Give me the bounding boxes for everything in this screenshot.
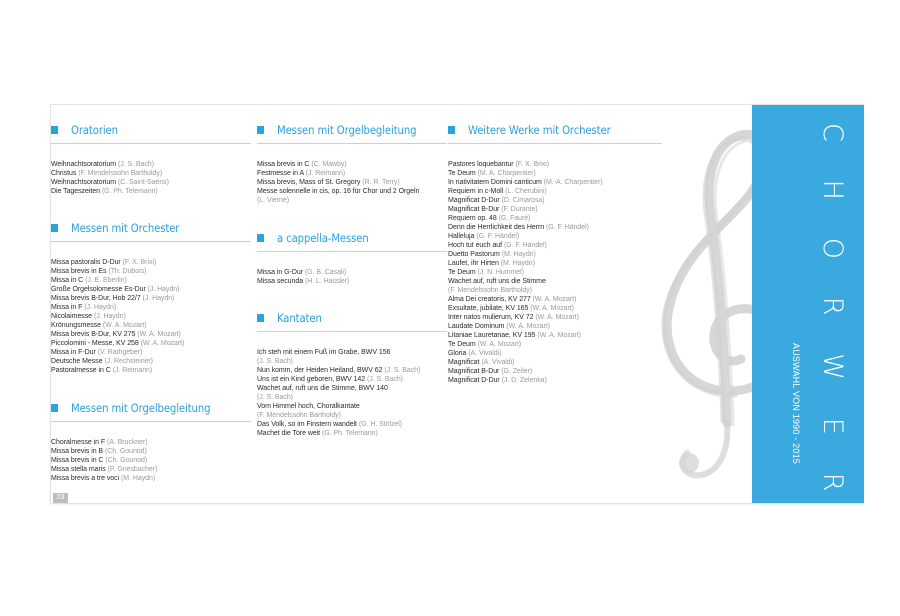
- work-title: Missa brevis in B: [51, 448, 104, 455]
- composer-name: (G. B. Casali): [304, 269, 347, 276]
- work-item: [448, 223, 662, 232]
- work-list: [257, 268, 447, 286]
- work-title: Nun komm, der Heiden Heiland, BWV 62: [257, 367, 383, 374]
- work-title: Deutsche Messe: [51, 358, 103, 365]
- work-title: Missa secunda: [257, 278, 304, 285]
- composer-name: (W. A. Mozart): [506, 323, 550, 330]
- composer-name: (J. S. Bach): [366, 376, 403, 383]
- composer-name: (J. N. Hummel): [477, 269, 524, 276]
- work-title: Missa in F-Dur: [51, 349, 96, 356]
- section-heading: [257, 123, 447, 139]
- composer-name: (M. Haydn): [121, 475, 156, 482]
- work-item: [51, 465, 251, 474]
- composer-name: (A. Vivaldi): [481, 359, 515, 366]
- composer-name: (Ch. Gounod): [104, 448, 147, 455]
- composer-name: (C. Saint-Saëns): [117, 179, 169, 186]
- composer-name: (F. Mendelssohn Bartholdy): [257, 412, 341, 419]
- work-title: Die Tageszeiten: [51, 188, 100, 195]
- work-item: [448, 295, 662, 304]
- work-title: Missa brevis B-Dur, KV 275: [51, 331, 136, 338]
- composer-name: (R. R. Terry): [362, 179, 400, 186]
- work-title: Missa in C: [51, 277, 84, 284]
- work-title: Festmesse in A: [257, 170, 304, 177]
- work-item: [257, 411, 447, 420]
- work-item: [448, 268, 662, 277]
- work-item: [448, 367, 662, 376]
- work-item: [257, 196, 447, 205]
- work-title: Duetto Pastorum: [448, 251, 500, 258]
- title-sidebar: [752, 105, 864, 616]
- composer-name: (G. F. Händel): [546, 224, 589, 231]
- section-messen-orgel: [51, 401, 251, 483]
- composer-name: (M. Haydn): [501, 251, 536, 258]
- composer-name: (L. Cherubini): [505, 188, 547, 195]
- section-messen-orgel-2: [257, 123, 447, 205]
- composer-name: (F. Durante): [501, 206, 538, 213]
- work-title: Litaniae Lauretanae, KV 195: [448, 332, 536, 339]
- section-heading: [448, 123, 662, 139]
- work-list: [51, 438, 251, 483]
- work-title: Das Volk, so im Finstern wandelt: [257, 421, 357, 428]
- work-item: [257, 384, 447, 393]
- work-item: [257, 393, 447, 402]
- composer-name: (W. A. Mozart): [102, 322, 147, 329]
- work-item: [448, 205, 662, 214]
- work-item: [51, 267, 251, 276]
- sidebar-title: C H O R W E R K E: [817, 123, 848, 616]
- section-heading: [51, 123, 251, 139]
- work-title: Te Deum: [448, 269, 476, 276]
- work-item: [51, 357, 251, 366]
- work-item: [51, 160, 251, 169]
- work-title: Ich steh mit einem Fuß im Grabe, BWV 156: [257, 349, 391, 356]
- work-item: [51, 321, 251, 330]
- heading-text: Messen mit Orchester: [71, 222, 180, 235]
- work-title: Missa brevis in C: [257, 161, 310, 168]
- composer-name: (G. Ph. Telemann): [101, 188, 158, 195]
- work-item: [257, 357, 447, 366]
- composer-name: (W. A. Mozart): [137, 331, 181, 338]
- work-title: Te Deum: [448, 341, 476, 348]
- composer-name: (J. Haydn): [84, 304, 117, 311]
- square-bullet-icon: [51, 404, 58, 412]
- work-item: [448, 331, 662, 340]
- sidebar-subtitle: AUSWAHL VON 1990 - 2015: [791, 343, 801, 464]
- work-title: Große Orgelsolomesse Es-Dur: [51, 286, 146, 293]
- composer-name: (A. Bruckner): [106, 439, 148, 446]
- composer-name: (Th. Dubois): [108, 268, 147, 275]
- work-item: [448, 349, 662, 358]
- work-title: Missa brevis B-Dur, Hob 22/7: [51, 295, 141, 302]
- work-item: [448, 322, 662, 331]
- composer-name: (W. A. Mozart): [532, 296, 577, 303]
- composer-name: (J. Haydn): [93, 313, 126, 320]
- work-title: Christus: [51, 170, 77, 177]
- work-item: [257, 169, 447, 178]
- composer-name: (J. D. Zelenka): [501, 377, 547, 384]
- heading-text: a cappella-Messen: [277, 232, 369, 245]
- section-heading: [257, 231, 447, 247]
- page-number: 23: [53, 493, 68, 503]
- work-title: Inter natos mulierum, KV 72: [448, 314, 534, 321]
- composer-name: (G. H. Stölzel): [358, 421, 403, 428]
- composer-name: (P. Griesbacher): [107, 466, 158, 473]
- work-item: [257, 187, 447, 196]
- work-item: [448, 304, 662, 313]
- work-item: [51, 456, 251, 465]
- section-weitere-werke: [448, 123, 662, 385]
- work-item: [257, 277, 447, 286]
- composer-name: (J. S. Bach): [257, 358, 293, 365]
- work-item: [51, 330, 251, 339]
- work-item: [448, 178, 662, 187]
- composer-name: (G. Fauré): [498, 215, 531, 222]
- work-title: Magnificat B-Dur: [448, 206, 500, 213]
- work-item: [257, 348, 447, 357]
- work-title: Vom Himmel hoch, Choralkantate: [257, 403, 360, 410]
- divider: [257, 331, 447, 332]
- work-title: Uns ist ein Kind geboren, BWV 142: [257, 376, 366, 383]
- composer-name: (J. S. Bach): [257, 394, 293, 401]
- composer-name: (W. A. Mozart): [535, 314, 579, 321]
- work-title: Missa brevis a tre voci: [51, 475, 120, 482]
- work-item: [51, 474, 251, 483]
- composer-name: (J. S. Bach): [384, 367, 421, 374]
- composer-name: (J. Rechsteiner): [104, 358, 153, 365]
- work-item: [51, 312, 251, 321]
- work-title: Magnificat D-Dur: [448, 377, 500, 384]
- composer-name: (D. Cimarosa): [501, 197, 545, 204]
- work-item: [257, 375, 447, 384]
- square-bullet-icon: [448, 126, 455, 134]
- section-heading: [257, 311, 447, 327]
- square-bullet-icon: [257, 234, 264, 242]
- heading-text: Oratorien: [71, 124, 118, 137]
- work-item: [51, 169, 251, 178]
- heading-text: Kantaten: [277, 312, 322, 325]
- work-title: Missa brevis, Mass of St. Gregory: [257, 179, 361, 186]
- work-title: Missa brevis in C: [51, 457, 104, 464]
- work-title: Pastoralmesse in C: [51, 367, 111, 374]
- work-list: [257, 160, 447, 205]
- work-item: [257, 160, 447, 169]
- work-title: Missa brevis in Es: [51, 268, 107, 275]
- work-title: Krönungsmesse: [51, 322, 101, 329]
- work-title: Laufet, ihr Hirten: [448, 260, 499, 267]
- square-bullet-icon: [257, 314, 264, 322]
- square-bullet-icon: [257, 126, 264, 134]
- section-heading: [51, 401, 251, 417]
- work-title: Alma Dei creatoris, KV 277: [448, 296, 531, 303]
- work-item: [448, 169, 662, 178]
- heading-text: Messen mit Orgelbegleitung: [71, 402, 211, 415]
- composer-name: (G. F. Händel): [503, 242, 547, 249]
- section-messen-orchester: [51, 221, 251, 375]
- composer-name: (G. F. Händel): [476, 233, 520, 240]
- composer-name: (Ch. Gounod): [105, 457, 148, 464]
- work-item: [448, 277, 662, 286]
- work-item: [51, 339, 251, 348]
- composer-name: (J. S. Bach): [117, 161, 154, 168]
- composer-name: (W. A. Mozart): [530, 305, 574, 312]
- work-title: Magnificat D-Dur: [448, 197, 500, 204]
- work-title: Wachet auf, ruft uns die Stimme: [448, 278, 546, 285]
- composer-name: (J. Reimann): [112, 367, 153, 374]
- work-item: [51, 366, 251, 375]
- work-item: [51, 285, 251, 294]
- work-item: [448, 160, 662, 169]
- work-item: [51, 438, 251, 447]
- work-item: [448, 313, 662, 322]
- section-heading: [51, 221, 251, 237]
- work-item: [51, 447, 251, 456]
- work-item: [257, 429, 447, 438]
- work-title: Te Deum: [448, 170, 476, 177]
- composer-name: (G. Zeiler): [501, 368, 533, 375]
- work-item: [51, 178, 251, 187]
- work-title: Machet die Tore weit: [257, 430, 321, 437]
- work-title: Missa in F: [51, 304, 83, 311]
- work-item: [448, 376, 662, 385]
- work-item: [448, 259, 662, 268]
- work-title: Nicolaimesse: [51, 313, 93, 320]
- work-title: Messe solennelle in cis, op. 16 für Chor und 2 Orgeln: [257, 188, 420, 195]
- work-item: [257, 268, 447, 277]
- work-item: [257, 178, 447, 187]
- work-title: Missa stella maris: [51, 466, 106, 473]
- work-item: [448, 286, 662, 295]
- work-title: Missa pastoralis D-Dur: [51, 259, 121, 266]
- work-title: Requiem in c-Moll: [448, 188, 504, 195]
- composer-name: (F. X. Brixi): [515, 161, 550, 168]
- work-item: [448, 250, 662, 259]
- work-item: [448, 232, 662, 241]
- work-item: [257, 402, 447, 411]
- divider: [257, 251, 447, 252]
- divider: [448, 143, 662, 144]
- work-item: [257, 366, 447, 375]
- work-item: [51, 258, 251, 267]
- work-title: In nativitatem Domini canticum: [448, 179, 542, 186]
- work-item: [51, 294, 251, 303]
- work-item: [448, 358, 662, 367]
- composer-name: (L. Vierne): [257, 197, 290, 204]
- work-item: [448, 214, 662, 223]
- composer-name: (J. Haydn): [142, 295, 175, 302]
- divider: [51, 143, 251, 144]
- section-a-cappella: [257, 231, 447, 286]
- work-title: Hoch tut euch auf: [448, 242, 503, 249]
- work-item: [51, 303, 251, 312]
- divider: [51, 421, 251, 422]
- work-title: Choralmesse in F: [51, 439, 106, 446]
- composer-name: (W. A. Mozart): [140, 340, 185, 347]
- work-title: Requiem op. 48: [448, 215, 497, 222]
- composer-name: (F. X. Brixi): [122, 259, 157, 266]
- work-title: Piccolomini - Messe, KV 258: [51, 340, 139, 347]
- work-item: [51, 187, 251, 196]
- section-oratorien: [51, 123, 251, 196]
- work-list: [51, 258, 251, 375]
- work-item: [448, 340, 662, 349]
- work-title: Magnificat: [448, 359, 480, 366]
- work-title: Laudate Dominum: [448, 323, 505, 330]
- composer-name: (V. Rathgeber): [97, 349, 143, 356]
- composer-name: (J. Haydn): [147, 286, 180, 293]
- composer-name: (M.-A. Charpentier): [543, 179, 603, 186]
- composer-name: (M. A. Charpentier): [477, 170, 536, 177]
- work-title: Denn die Herrlichkeit des Herrn: [448, 224, 545, 231]
- work-title: Magnificat B-Dur: [448, 368, 500, 375]
- work-item: [51, 348, 251, 357]
- work-title: Pastores loquebantur: [448, 161, 514, 168]
- composer-name: (W. A. Mozart): [477, 341, 522, 348]
- work-item: [448, 196, 662, 205]
- work-title: Weihnachtsoratorium: [51, 161, 117, 168]
- composer-name: (H. L. Hassler): [304, 278, 350, 285]
- heading-text: Weitere Werke mit Orchester: [468, 124, 611, 137]
- composer-name: (M. Haydn): [500, 260, 535, 267]
- section-kantaten: [257, 311, 447, 438]
- square-bullet-icon: [51, 224, 58, 232]
- composer-name: (F. Mendelssohn Bartholdy): [448, 287, 532, 294]
- work-title: Halleluja: [448, 233, 475, 240]
- work-list: [51, 160, 251, 196]
- square-bullet-icon: [51, 126, 58, 134]
- work-list: [257, 348, 447, 438]
- composer-name: (J. Reimann): [305, 170, 346, 177]
- work-item: [257, 420, 447, 429]
- composer-name: (A. Vivaldi): [468, 350, 502, 357]
- divider: [51, 241, 251, 242]
- composer-name: (F. Mendelssohn Bartholdy): [78, 170, 163, 177]
- divider: [257, 143, 447, 144]
- composer-name: (G. Ph. Telemann): [321, 430, 378, 437]
- work-item: [448, 187, 662, 196]
- brochure-page: [50, 104, 864, 616]
- work-item: [448, 241, 662, 250]
- work-title: Missa in G-Dur: [257, 269, 303, 276]
- composer-name: (J. E. Eberlin): [85, 277, 127, 284]
- composer-name: (W. A. Mozart): [537, 332, 581, 339]
- heading-text: Messen mit Orgelbegleitung: [277, 124, 417, 137]
- work-list: [448, 160, 662, 385]
- work-item: [51, 276, 251, 285]
- work-title: Weihnachtsoratorium: [51, 179, 117, 186]
- work-title: Wachet auf, ruft uns die Stimme, BWV 140: [257, 385, 388, 392]
- composer-name: (C. Mawby): [311, 161, 347, 168]
- work-title: Gloria: [448, 350, 467, 357]
- work-title: Exsultate, jubilate, KV 165: [448, 305, 529, 312]
